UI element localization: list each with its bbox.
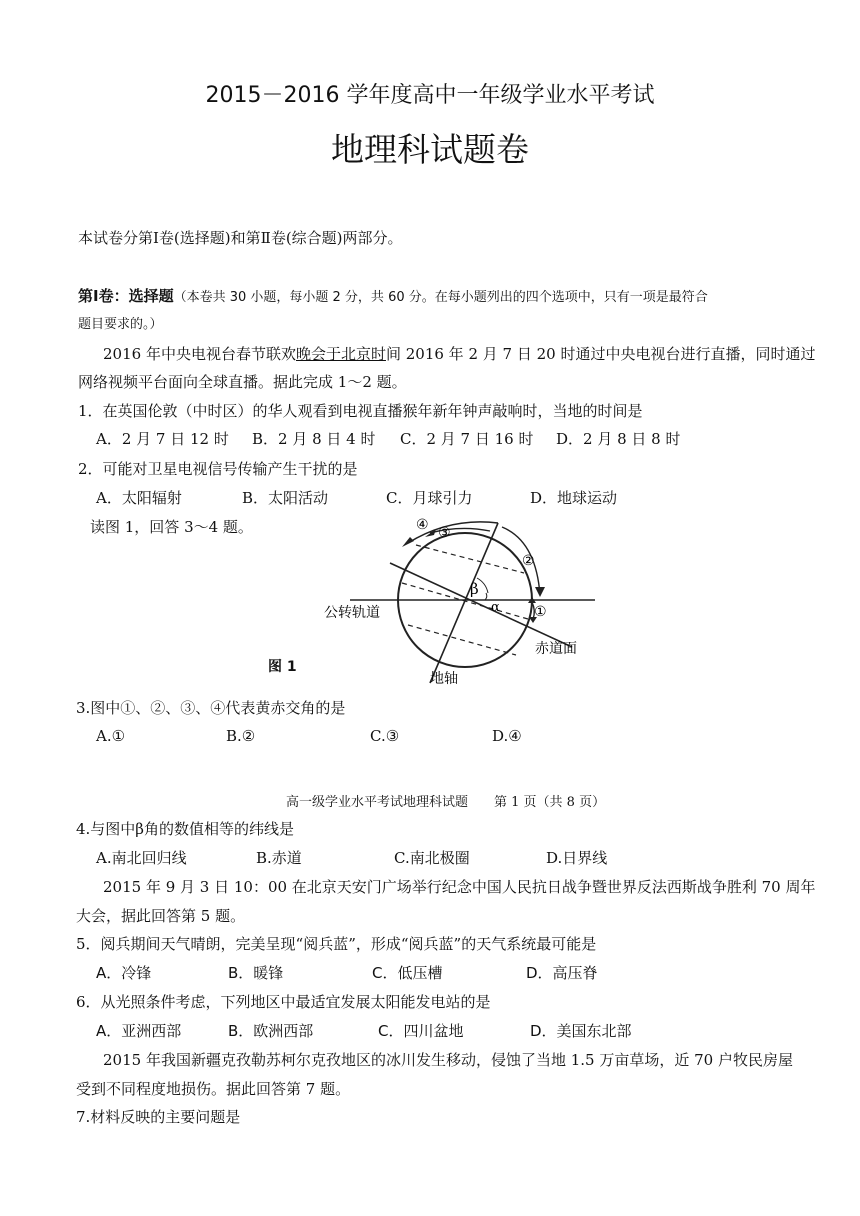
q4-option-b: B.赤道 <box>256 849 302 867</box>
page-footer <box>286 791 605 810</box>
q6-option-c: C．四川盆地 <box>378 1022 464 1040</box>
tropic-south-dashed-line <box>408 625 516 655</box>
label-earth-axis: 地轴 <box>430 671 458 687</box>
q3-option-c: C.③ <box>370 727 400 745</box>
footer-page-number: 第 1 页（共 8 页） <box>494 795 606 810</box>
q1-option-c: C．2 月 7 日 16 时 <box>400 430 534 448</box>
label-circle-3: ③ <box>438 525 451 541</box>
q5-option-c: C．低压槽 <box>372 964 443 982</box>
part1-heading-line <box>78 285 708 306</box>
question-3-stem: 3.图中①、②、③、④代表黄赤交角的是 <box>76 699 346 717</box>
material2-line2: 大会，据此回答第 5 题。 <box>76 907 246 925</box>
q1-option-b: B．2 月 8 日 4 时 <box>252 430 376 448</box>
earth-axis-line <box>430 523 498 683</box>
q3-option-a: A.① <box>96 727 126 745</box>
material3-line2: 受到不同程度地损伤。据此回答第 7 题。 <box>76 1080 351 1098</box>
label-alpha: α <box>491 600 500 615</box>
q3-option-b: B.② <box>226 727 256 745</box>
equator-dashed-line <box>402 583 528 619</box>
q4-option-d: D.日界线 <box>546 849 608 867</box>
q2-option-c: C．月球引力 <box>386 489 473 507</box>
q1-option-d: D．2 月 8 日 8 时 <box>556 430 681 448</box>
question-5-stem: 5．阅兵期间天气晴朗，完美呈现“阅兵蓝”，形成“阅兵蓝”的天气系统最可能是 <box>76 935 597 953</box>
label-equator-plane: 赤道面 <box>535 641 577 657</box>
footer-exam-name: 高一级学业水平考试地理科试题 <box>286 795 469 810</box>
q4-option-a: A.南北回归线 <box>96 849 187 867</box>
material1-underlined: 晚会于北京时 <box>295 345 386 363</box>
intro-text: 本试卷分第Ⅰ卷(选择题)和第Ⅱ卷(综合题)两部分。 <box>78 229 403 247</box>
q2-option-b: B．太阳活动 <box>242 489 329 507</box>
q1-option-a: A．2 月 7 日 12 时 <box>96 430 229 448</box>
material1-text-a: 2016 年中央电视台春节联欢 <box>103 345 296 363</box>
q5-option-a: A．冷锋 <box>96 964 152 982</box>
label-orbit: 公转轨道 <box>324 605 380 621</box>
q6-option-a: A．亚洲西部 <box>96 1022 182 1040</box>
question-4-stem: 4.与图中β角的数值相等的纬线是 <box>76 820 294 838</box>
alpha-angle-arc <box>485 593 487 600</box>
exam-subject-title: 地理科试题卷 <box>331 130 529 169</box>
q3-option-d: D.④ <box>492 727 522 745</box>
label-beta: β <box>470 580 479 598</box>
q5-option-b: B．暖锋 <box>228 964 284 982</box>
part1-note-line2: 题目要求的。） <box>78 317 163 332</box>
q5-option-d: D．高压脊 <box>526 964 598 982</box>
q6-option-b: B．欧洲西部 <box>228 1022 314 1040</box>
part1-note-line1: （本卷共 30 小题，每小题 2 分，共 60 分。在每小题列出的四个选项中，只有一项是最符合 <box>173 290 708 305</box>
q4-option-c: C.南北极圈 <box>394 849 470 867</box>
exam-header-title: 2015－2016 学年度高中一年级学业水平考试 <box>205 83 655 108</box>
question-6-stem: 6．从光照条件考虑，下列地区中最适宜发展太阳能发电站的是 <box>76 993 491 1011</box>
figure-1-diagram <box>310 515 600 693</box>
part1-heading: 第Ⅰ卷：选择题 <box>78 287 174 305</box>
read-figure-instruction: 读图 1，回答 3～4 题。 <box>90 518 253 536</box>
question-1-stem: 1．在英国伦敦（中时区）的华人观看到电视直播猴年新年钟声敲响时，当地的时间是 <box>78 402 643 420</box>
label-circle-4: ④ <box>416 517 429 533</box>
material1-line2: 网络视频平台面向全球直播。据此完成 1～2 题。 <box>78 373 407 391</box>
q6-option-d: D．美国东北部 <box>530 1022 632 1040</box>
question-7-stem: 7.材料反映的主要问题是 <box>76 1108 241 1126</box>
label-circle-2: ② <box>522 553 535 569</box>
arc-4-arrowhead <box>402 537 414 547</box>
q2-option-d: D．地球运动 <box>530 489 618 507</box>
figure-1-caption: 图 1 <box>268 659 297 675</box>
material1-text-b: 间 2016 年 2 月 7 日 20 时通过中央电视台进行直播，同时通过 <box>385 345 816 363</box>
material1-line1 <box>103 343 815 364</box>
material3-line1: 2015 年我国新疆克孜勒苏柯尔克孜地区的冰川发生移动，侵蚀了当地 1.5 万亩草场，近 70 户牧民房屋 <box>103 1051 793 1069</box>
arc-2-arrowhead <box>535 587 545 597</box>
q2-option-a: A．太阳辐射 <box>96 489 182 507</box>
label-circle-1: ① <box>534 604 547 620</box>
material2-line1: 2015 年 9 月 3 日 10：00 在北京天安门广场举行纪念中国人民抗日战争暨世界反法西斯战争胜利 70 周年 <box>103 878 816 896</box>
question-2-stem: 2．可能对卫星电视信号传输产生干扰的是 <box>78 460 358 478</box>
